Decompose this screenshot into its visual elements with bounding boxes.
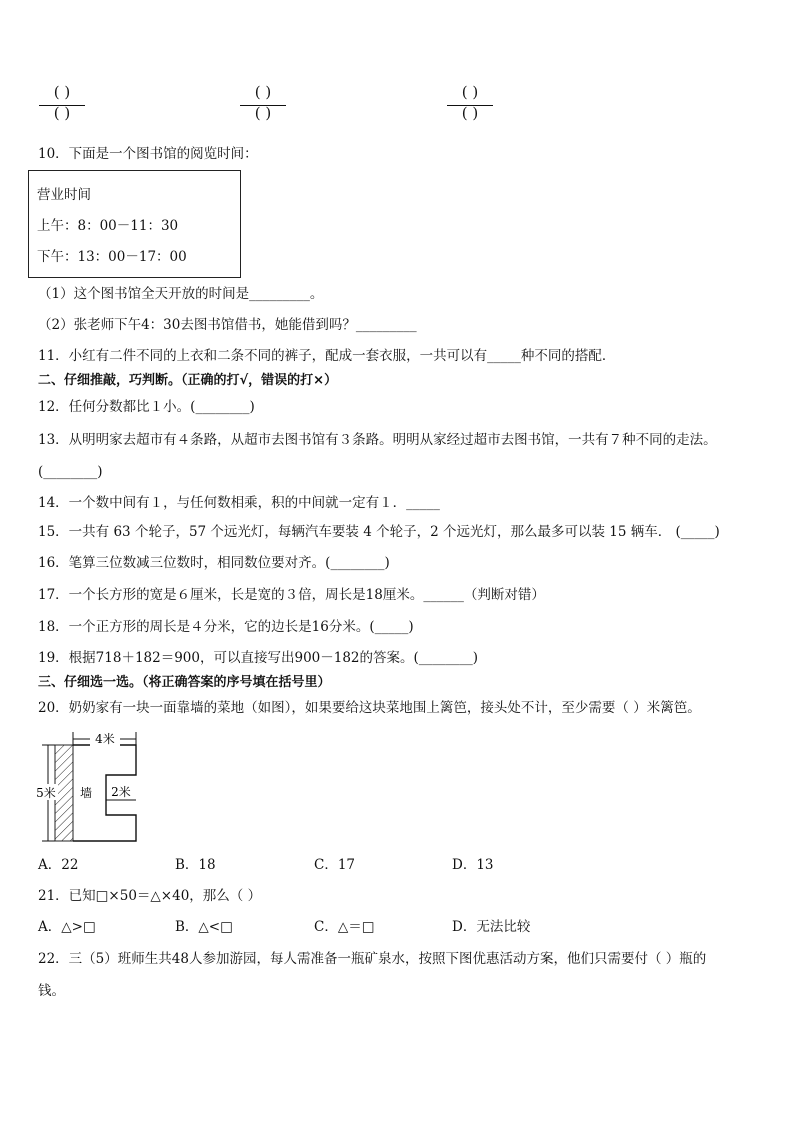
q10-sub2: （2）张老师下午4：30去图书馆借书，她能借到吗？_________ (38, 317, 417, 333)
q12: 12．任何分数都比１小。(________) (38, 399, 255, 415)
q10-sub1: （1）这个图书馆全天开放的时间是_________。 (38, 286, 324, 302)
q21-option-d: D．无法比较 (452, 919, 531, 935)
q22-line2: 钱。 (38, 983, 65, 999)
denominator-blank: ( ) (461, 104, 479, 122)
q15: 15．一共有 63 个轮子，57 个远光灯，每辆汽车要装 4 个轮子，2 个远光灯，那么最多可以装 15 辆车． (_____) (38, 524, 720, 540)
fraction-blank-3 (444, 83, 496, 124)
q18: 18．一个正方形的周长是４分米，它的边长是16分米。(_____) (38, 619, 414, 635)
numerator-blank: ( ) (53, 83, 71, 101)
denominator-blank: ( ) (53, 104, 71, 122)
q20-stem: 20．奶奶家有一块一面靠墙的菜地（如图），如果要给这块菜地围上篱笆，接头处不计，至少需要（ ）米篱笆。 (38, 700, 701, 716)
hours-afternoon: 下午：13：00－17：00 (37, 249, 187, 265)
q20-option-a: A．22 (38, 857, 79, 873)
q20-option-d: D．13 (452, 857, 494, 873)
section-3-heading: 三、仔细选一选。（将正确答案的序号填在括号里） (38, 675, 331, 690)
library-hours-box (28, 170, 241, 278)
denominator-blank: ( ) (254, 104, 272, 122)
q21-option-a: A．△>□ (38, 919, 96, 935)
q20-option-b: B．18 (175, 857, 216, 873)
q14: 14．一个数中间有１，与任何数相乘，积的中间就一定有１．_____ (38, 495, 440, 511)
label-left: 5米 (36, 786, 56, 800)
numerator-blank: ( ) (461, 83, 479, 101)
numerator-blank: ( ) (254, 83, 272, 101)
q22-line1: 22．三（5）班师生共48人参加游园，每人需准备一瓶矿泉水，按照下图优惠活动方案，他们只需要付（ ）瓶的 (38, 951, 707, 967)
fraction-blank-2 (237, 83, 289, 124)
hours-morning: 上午：8：00－11：30 (37, 218, 179, 234)
q17: 17．一个长方形的宽是６厘米，长是宽的３倍，周长是18厘米。______（判断对错） (38, 587, 545, 603)
q21-stem: 21．已知□×50＝△×40，那么（ ） (38, 888, 262, 904)
q10-stem: 10．下面是一个图书馆的阅览时间： (38, 146, 258, 162)
q21-option-c: C．△＝□ (314, 919, 375, 935)
q13-line2: (________) (38, 464, 103, 480)
label-top: 4米 (95, 732, 115, 746)
q19: 19．根据718＋182＝900，可以直接写出900－182的答案。(________) (38, 650, 479, 666)
hours-title: 营业时间 (37, 187, 91, 203)
label-inner: 2米 (111, 785, 131, 799)
q11: 11．小红有二件不同的上衣和二条不同的裤子，配成一套衣服，一共可以有_____种不同的搭配． (38, 348, 616, 364)
q13-line1: 13．从明明家去超市有４条路，从超市去图书馆有３条路。明明从家经过超市去图书馆，一共有７种不同的走法。 (38, 432, 717, 448)
q20-option-c: C．17 (314, 857, 356, 873)
q21-option-b: B．△<□ (175, 919, 233, 935)
q16: 16．笔算三位数减三位数时，相同数位要对齐。(________) (38, 555, 390, 571)
label-wall: 墙 (79, 786, 93, 800)
section-2-heading: 二、仔细推敲，巧判断。（正确的打√，错误的打×） (38, 373, 338, 388)
fraction-blank-1 (36, 83, 88, 124)
garden-figure (30, 728, 170, 848)
